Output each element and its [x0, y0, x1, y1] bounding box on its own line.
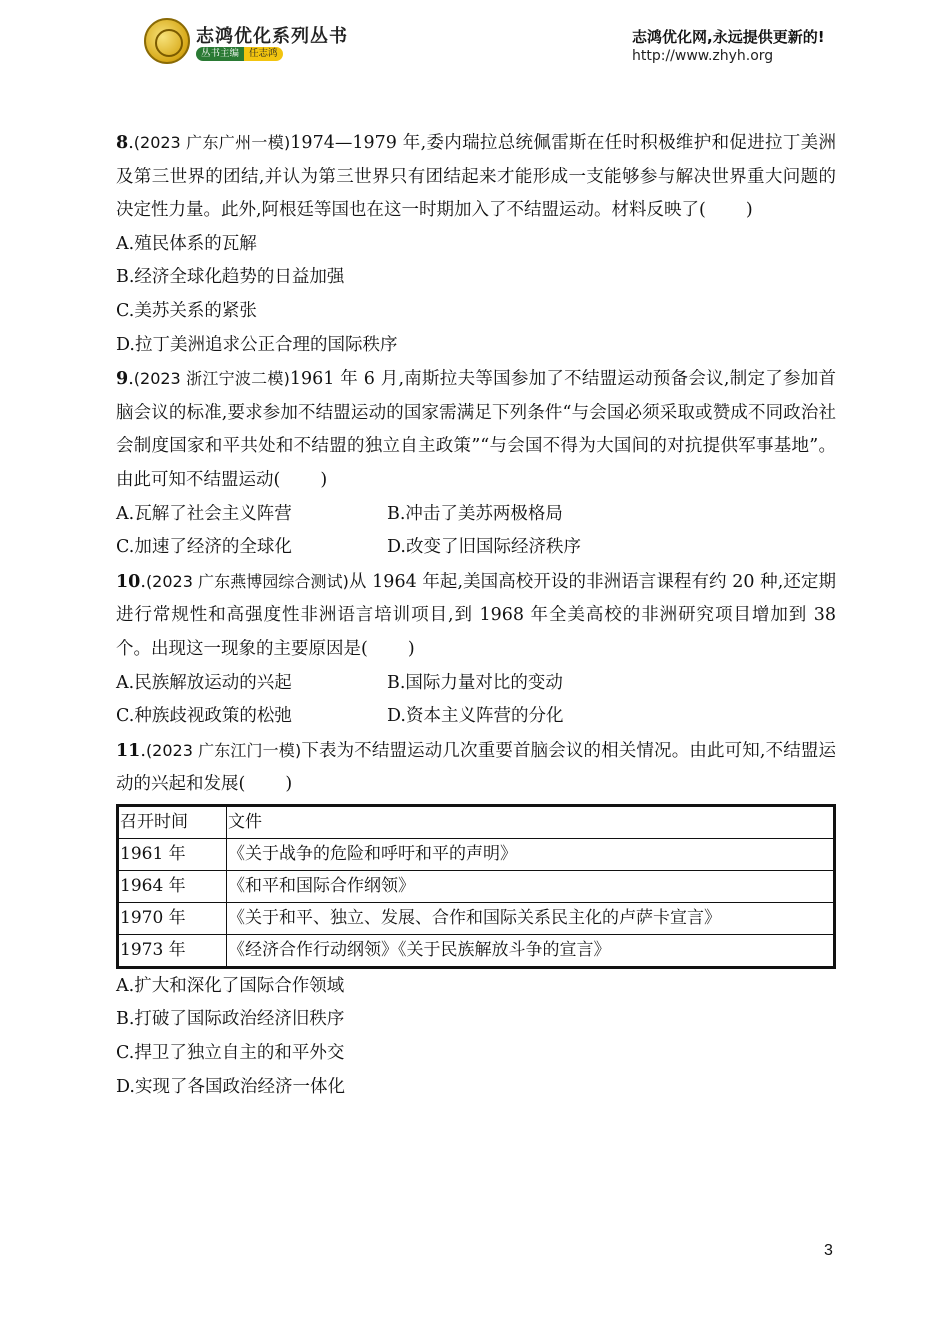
option-a[interactable]: A.民族解放运动的兴起	[116, 672, 292, 693]
question-number: 9	[116, 369, 129, 390]
question-text-end: )	[745, 200, 753, 221]
question-stem	[116, 565, 836, 667]
table-cell: 《关于和平、独立、发展、合作和国际关系民主化的卢萨卡宣言》	[227, 902, 835, 934]
question-10	[116, 565, 836, 734]
question-source-open: .	[128, 133, 134, 153]
editor-name: 任志鸿	[244, 47, 283, 61]
option-b[interactable]: B.冲击了美苏两极格局	[387, 503, 563, 524]
question-number: 10	[116, 571, 141, 592]
question-source-open: .	[140, 740, 146, 761]
option-b[interactable]: B.经济全球化趋势的日益加强	[116, 267, 345, 288]
question-text: 下表为不结盟运动几次重要首脑会议的相关情况。由此可知,不结盟运动的兴起和发展(	[116, 740, 836, 795]
editor-badge	[196, 47, 292, 61]
table-cell: 《和平和国际合作纲领》	[227, 870, 835, 902]
series-logo-icon	[144, 18, 190, 64]
table-cell: 《经济合作行动纲领》《关于民族解放斗争的宣言》	[227, 934, 835, 967]
table-header-cell: 召开时间	[118, 805, 227, 838]
table-cell: 1964 年	[118, 870, 227, 902]
page-number: 3	[824, 1242, 833, 1259]
table-row	[118, 838, 835, 870]
table-cell: 1973 年	[118, 934, 227, 967]
question-source: (2023 广东燕博园综合测试)	[145, 571, 349, 591]
table-header-cell: 文件	[227, 805, 835, 838]
question-8	[116, 126, 836, 362]
site-url[interactable]: http://www.zhyh.org	[632, 48, 774, 64]
question-source-open: .	[140, 571, 146, 592]
option-b[interactable]: B.国际力量对比的变动	[387, 672, 563, 693]
table-row	[118, 934, 835, 967]
table-cell: 1970 年	[118, 902, 227, 934]
question-text-end: )	[285, 774, 293, 795]
option-d[interactable]: D.实现了各国政治经济一体化	[116, 1076, 345, 1097]
question-source: (2023 广东广州一模)	[133, 133, 291, 152]
question-text: 1961 年 6 月,南斯拉夫等国参加了不结盟运动预备会议,制定了参加首脑会议的标准,要求参加不结盟运动的国家需满足下列条件“与会国必须采取或赞成不同政治社会制度国家和平共处和不结盟的独立自主政策”“与会国不得为大国间的对抗提供军事基地”。由此可知不结盟运动(	[116, 369, 836, 490]
question-text: 从 1964 年起,美国高校开设的非洲语言课程有约 20 种,还定期进行常规性和高强度性非洲语言培训项目,到 1968 年全美高校的非洲研究项目增加到 38 个。出现这一现象的主要原因是(	[116, 571, 836, 659]
table-header-row	[118, 805, 835, 838]
page-header	[0, 0, 950, 80]
question-source: (2023 广东江门一模)	[145, 740, 302, 760]
question-9	[116, 362, 836, 565]
option-row	[116, 531, 836, 565]
option-d[interactable]: D.拉丁美洲追求公正合理的国际秩序	[116, 334, 398, 355]
option-row	[116, 700, 836, 734]
question-stem	[116, 126, 836, 228]
option-row	[116, 667, 836, 701]
option-a[interactable]: A.扩大和深化了国际合作领域	[116, 975, 345, 996]
question-text-end: )	[407, 638, 415, 659]
question-11	[116, 734, 836, 1105]
slogan: 志鸿优化网,永远提供更新的!	[632, 28, 825, 46]
question-number: 11	[116, 740, 141, 761]
editor-label: 丛书主编	[196, 47, 244, 61]
summit-table	[116, 804, 836, 969]
question-source-open: .	[128, 369, 134, 390]
option-c[interactable]: C.捍卫了独立自主的和平外交	[116, 1043, 345, 1064]
table-row	[118, 902, 835, 934]
question-source: (2023 浙江宁波二模)	[133, 369, 290, 389]
question-content	[116, 126, 836, 1104]
option-a[interactable]: A.瓦解了社会主义阵营	[116, 503, 292, 524]
series-title: 志鸿优化系列丛书	[196, 26, 348, 47]
question-stem	[116, 734, 836, 802]
question-number: 8	[116, 133, 129, 153]
option-b[interactable]: B.打破了国际政治经济旧秩序	[116, 1009, 345, 1030]
option-c[interactable]: C.种族歧视政策的松弛	[116, 706, 292, 727]
question-text: 1974—1979 年,委内瑞拉总统佩雷斯在任时积极维护和促进拉丁美洲及第三世界的团结,并认为第三世界只有团结起来才能形成一支能够参与解决世界重大问题的决定性力量。此外,阿根廷等国也在这一时期加入了不结盟运动。材料反映了(	[116, 133, 836, 221]
question-stem	[116, 362, 836, 497]
table-cell: 1961 年	[118, 838, 227, 870]
option-c[interactable]: C.美苏关系的紧张	[116, 300, 257, 321]
option-row	[116, 498, 836, 532]
option-c[interactable]: C.加速了经济的全球化	[116, 537, 292, 558]
option-d[interactable]: D.资本主义阵营的分化	[387, 706, 564, 727]
table-cell: 《关于战争的危险和呼吁和平的声明》	[227, 838, 835, 870]
question-text-end: )	[320, 469, 328, 490]
option-a[interactable]: A.殖民体系的瓦解	[116, 233, 257, 254]
table-row	[118, 870, 835, 902]
option-d[interactable]: D.改变了旧国际经济秩序	[387, 537, 581, 558]
